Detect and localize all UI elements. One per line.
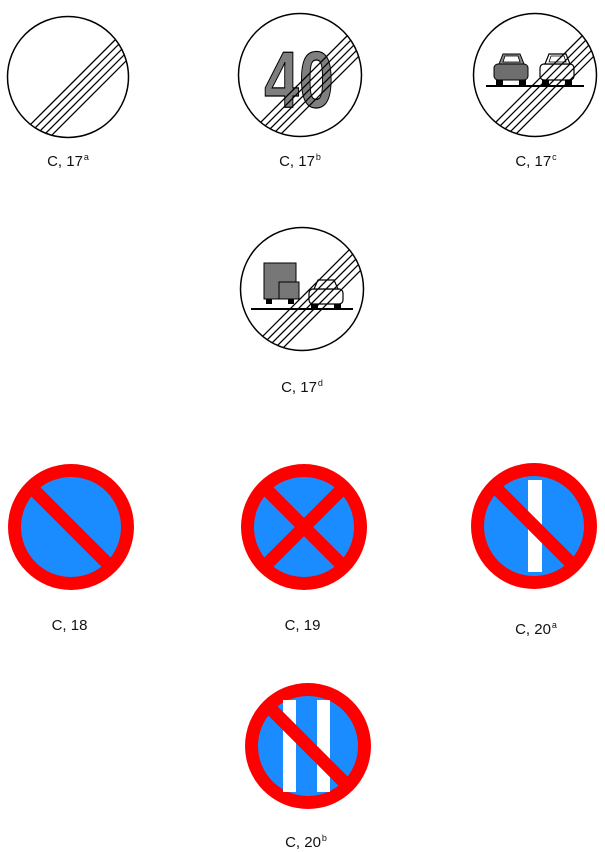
end-of-all-restrictions-icon	[6, 15, 130, 139]
sign-caption-c20a: C, 20$^a$	[515, 620, 557, 638]
sign-caption-c20b: C, 20$^b$	[285, 833, 327, 851]
sign-caption-c17a: C, 17$^a$	[47, 152, 89, 170]
no-parking-even-days-icon	[244, 682, 372, 810]
speed-value: 40	[264, 35, 334, 125]
no-parking-icon	[7, 463, 135, 591]
sign-caption-c17c: C, 17$^c$	[515, 152, 557, 170]
end-of-no-overtaking-trucks-icon	[239, 226, 365, 352]
sign-caption-c17d: C, 17$^d$	[281, 378, 323, 396]
sign-caption-c19: C, 19	[284, 617, 321, 634]
end-of-no-overtaking-icon	[472, 12, 598, 138]
sign-caption-c17b: C, 17$^b$	[279, 152, 321, 170]
sign-caption-c18: C, 18	[51, 617, 88, 634]
no-stopping-icon	[240, 463, 368, 591]
no-parking-odd-days-icon	[470, 462, 598, 590]
end-of-speed-limit-40-icon	[237, 12, 363, 138]
